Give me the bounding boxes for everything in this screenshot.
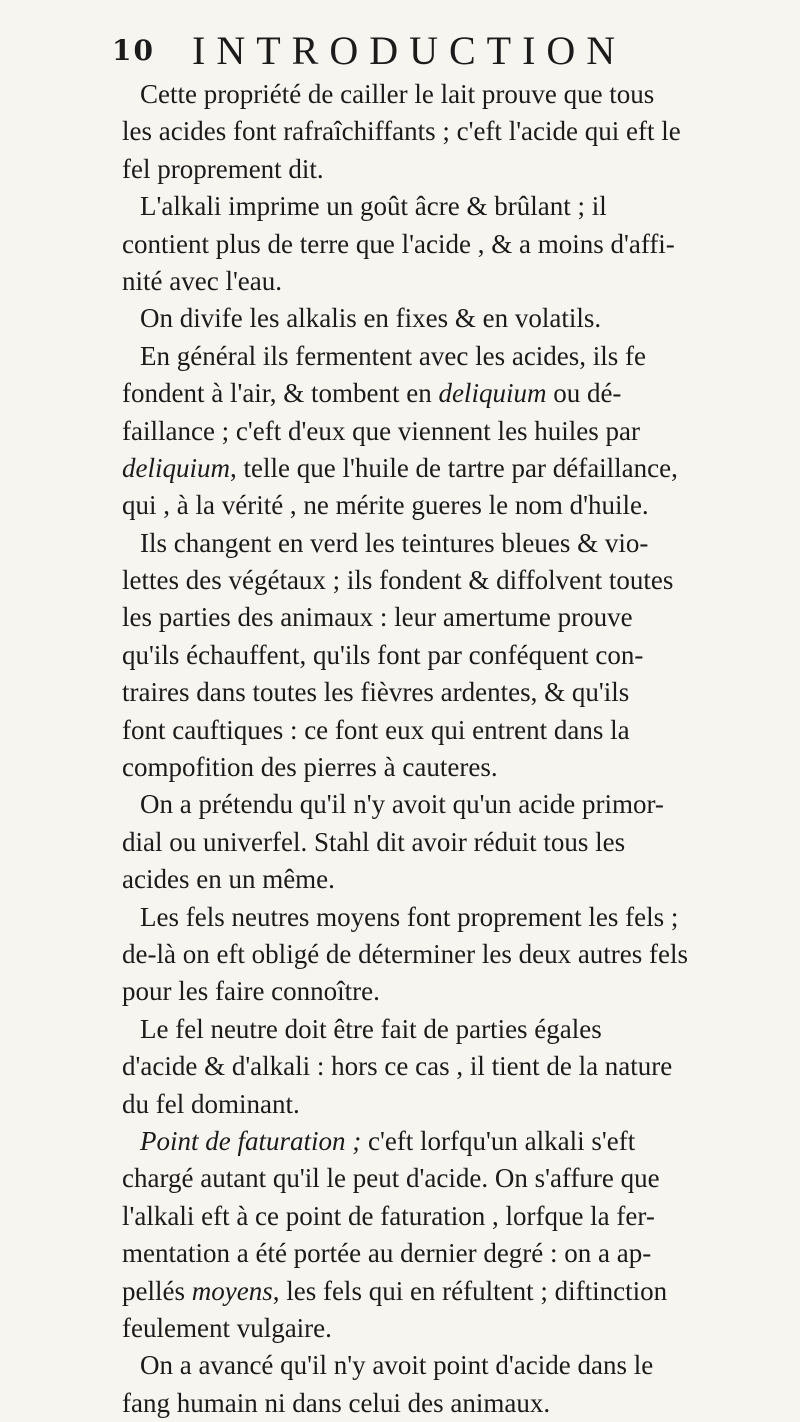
text-line — [122, 487, 762, 524]
text-line — [122, 300, 762, 337]
text-run: dial ou univerfel. Stahl dit avoir réduit tous les — [122, 826, 626, 857]
text-run: traires dans toutes les fièvres ardentes, & qu'ils — [122, 677, 630, 708]
text-line — [122, 749, 762, 786]
text-line — [122, 1347, 762, 1384]
text-run: ou dé- — [546, 378, 622, 409]
text-line — [122, 413, 762, 450]
text-run: Les fels neutres moyens font proprement les fels ; — [140, 901, 679, 932]
text-line — [122, 1273, 762, 1310]
text-run: On a avancé qu'il n'y avoit point d'acide dans le — [140, 1350, 654, 1381]
running-title: INTRODUCTION — [192, 27, 627, 73]
text-line — [122, 525, 762, 562]
text-line — [122, 450, 762, 487]
text-run: les acides font rafraîchiffants ; c'eft l'acide qui eft le — [122, 116, 681, 147]
text-line — [122, 338, 762, 375]
italic-text: deliquium — [122, 452, 230, 483]
text-body — [122, 76, 762, 1422]
text-run: qui , à la vérité , ne mérite gueres le nom d'huile. — [122, 490, 649, 521]
text-run: d'acide & d'alkali : hors ce cas , il tient de la nature — [122, 1051, 673, 1082]
text-run: font cauftiques : ce font eux qui entrent dans la — [122, 714, 630, 745]
text-run: En général ils fermentent avec les acides, ils fe — [140, 340, 647, 371]
text-run: pellés — [122, 1275, 192, 1306]
text-run: L'alkali imprime un goût âcre & brûlant ; il — [140, 191, 607, 222]
italic-text: moyens — [191, 1275, 273, 1306]
text-run: fel proprement dit. — [122, 153, 324, 184]
text-run: du fel dominant. — [122, 1088, 300, 1119]
text-line — [122, 861, 762, 898]
text-line — [122, 936, 762, 973]
text-line — [122, 674, 762, 711]
text-line — [122, 973, 762, 1010]
text-line — [122, 786, 762, 823]
text-run: fang humain ni dans celui des animaux. — [122, 1387, 551, 1418]
text-line — [122, 1123, 762, 1160]
text-run: On a prétendu qu'il n'y avoit qu'un acide primor- — [140, 789, 664, 820]
text-run: Ils changent en verd les teintures bleues & vio- — [140, 527, 649, 558]
text-line — [122, 76, 762, 113]
text-line — [122, 226, 762, 263]
text-line — [122, 1385, 762, 1422]
text-run: lettes des végétaux ; ils fondent & diffolvent toutes — [122, 565, 674, 596]
text-run: Cette propriété de cailler le lait prouve que tous — [140, 79, 655, 109]
text-line — [122, 188, 762, 225]
italic-text: deliquium — [438, 378, 547, 409]
text-line — [122, 113, 762, 150]
text-run: l'alkali eft à ce point de faturation , lorfque la fer- — [122, 1200, 655, 1231]
text-line — [122, 637, 762, 674]
text-line — [122, 1235, 762, 1272]
text-line — [122, 824, 762, 861]
text-run: mentation a été portée au dernier degré : on a ap- — [122, 1238, 652, 1269]
text-line — [122, 1011, 762, 1048]
text-run: qu'ils échauffent, qu'ils font par conféquent con- — [122, 639, 644, 670]
page-number: 10 — [112, 33, 155, 67]
text-line — [122, 712, 762, 749]
text-run: Le fel neutre doit être fait de parties égales — [140, 1013, 602, 1044]
text-run: chargé autant qu'il le peut d'acide. On s'affure que — [122, 1163, 660, 1194]
text-line — [122, 375, 762, 412]
text-line — [122, 562, 762, 599]
text-line — [122, 1086, 762, 1123]
italic-text: Point de faturation ; — [140, 1125, 362, 1156]
text-run: c'eft lorfqu'un alkali s'eft — [361, 1125, 636, 1156]
text-line — [122, 151, 762, 188]
text-line — [122, 1310, 762, 1347]
text-run: , les fels qui en réfultent ; diftinction — [272, 1275, 668, 1306]
text-line — [122, 899, 762, 936]
text-run: faillance ; c'eft d'eux que viennent les huiles par — [122, 415, 641, 446]
text-line — [122, 599, 762, 636]
text-run: On divife les alkalis en fixes & en volatils. — [140, 303, 602, 334]
text-line — [122, 263, 762, 300]
text-line — [122, 1160, 762, 1197]
text-run: contient plus de terre que l'acide , & a moins d'affi- — [122, 228, 675, 259]
text-run: compofition des pierres à cauteres. — [122, 752, 498, 783]
text-run: nité avec l'eau. — [122, 265, 283, 296]
text-run: fondent à l'air, & tombent en — [122, 378, 439, 409]
text-run: pour les faire connoître. — [122, 976, 380, 1007]
text-run: acides en un même. — [122, 864, 335, 895]
running-header — [112, 20, 732, 80]
text-run: feulement vulgaire. — [122, 1312, 332, 1343]
text-line — [122, 1048, 762, 1085]
text-run: les parties des animaux : leur amertume prouve — [122, 602, 633, 633]
text-run: de-là on eft obligé de déterminer les deux autres fels — [122, 938, 689, 969]
text-line — [122, 1198, 762, 1235]
text-run: , telle que l'huile de tartre par défaillance, — [230, 452, 678, 483]
